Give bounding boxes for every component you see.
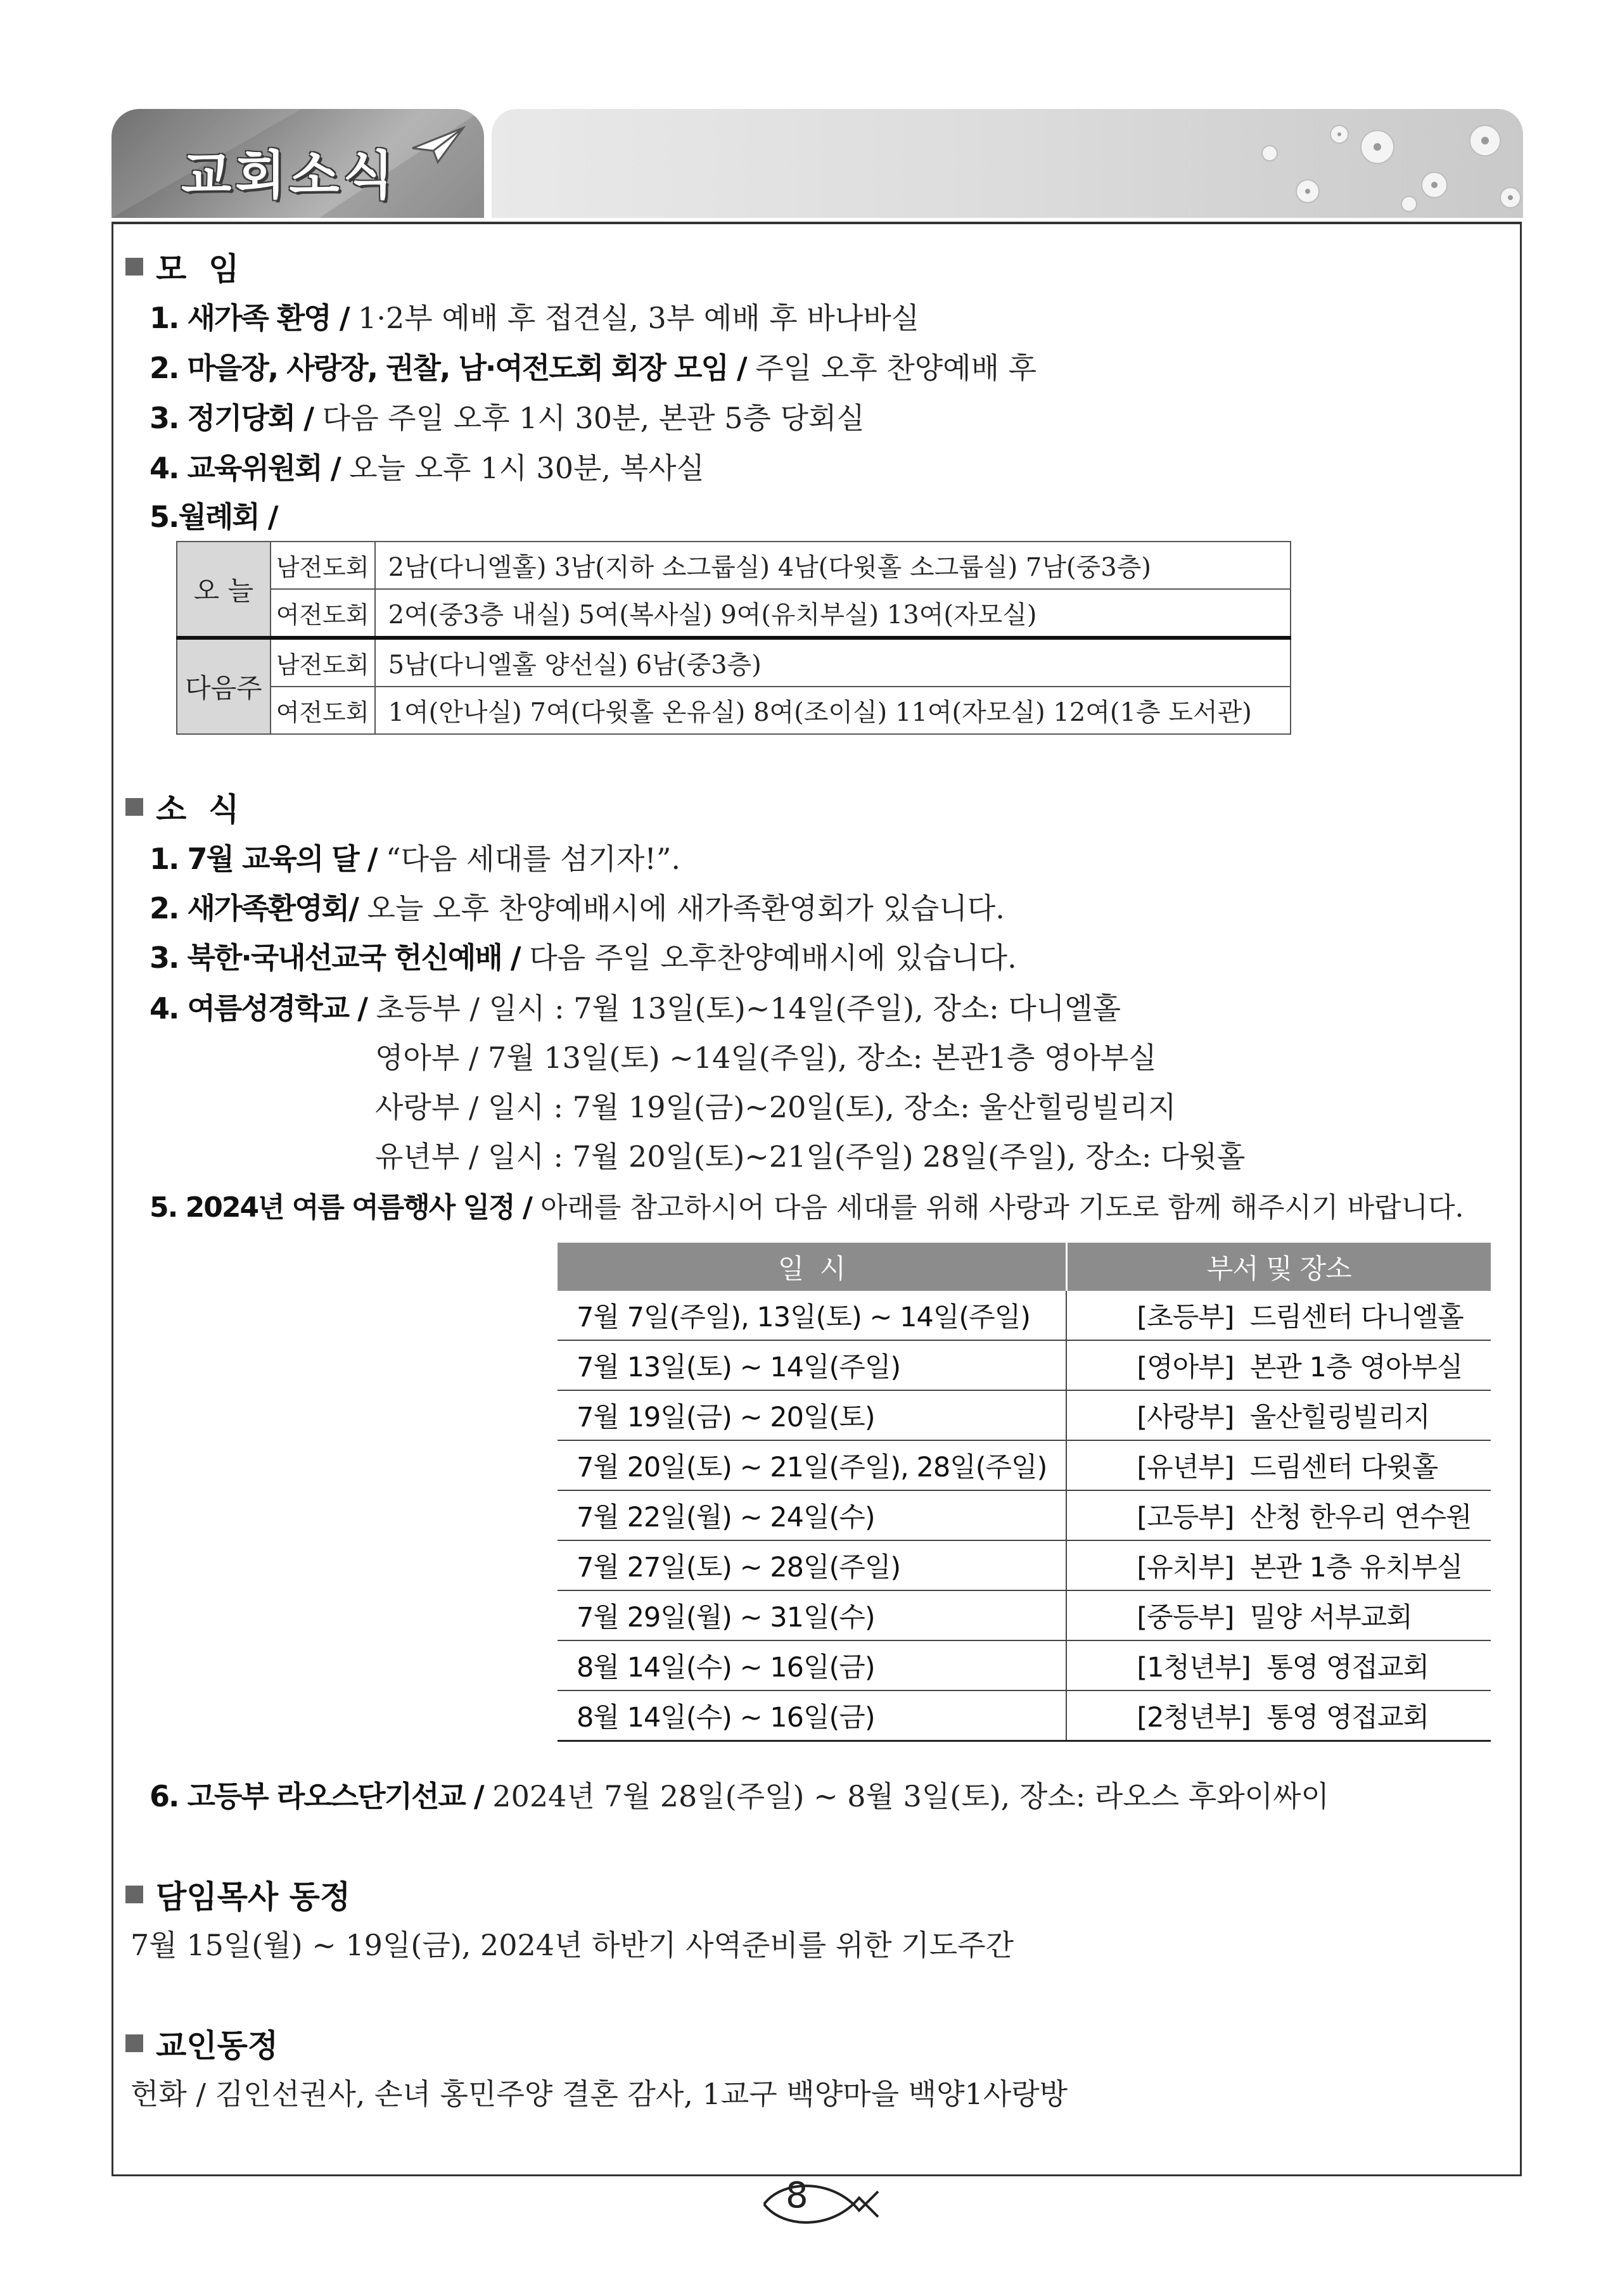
table-row [177,542,1291,589]
monthly-meeting-table [176,541,1291,735]
table-row [558,1440,1491,1490]
meeting-item: 3. 정기당회 / 다음 주일 오후 1시 30분, 본관 5층 당회실 [150,401,865,435]
square-bullet-icon [125,798,143,816]
meeting-item: 1. 새가족 환영 / 1·2부 예배 후 접견실, 3부 예배 후 바나바실 [150,301,920,335]
places-cell: 5남(다니엘홀 양선실) 6남(중3층) [375,638,1291,687]
table-row [558,1390,1491,1440]
place-cell: [초등부] 드림센터 다니엘홀 [1066,1291,1490,1340]
news-item: 4. 여름성경학교 / 초등부 / 일시 : 7월 13일(토)~14일(주일), 장소: 다니엘홀 [150,991,1121,1025]
places-cell: 2여(중3층 내실) 5여(복사실) 9여(유치부실) 13여(자모실) [375,589,1291,638]
page-title: 교회소식 [181,146,397,206]
column-header-place: 부서 및 장소 [1066,1243,1490,1291]
summer-schedule-table [558,1243,1491,1742]
date-cell: 7월 19일(금) ~ 20일(토) [558,1390,1066,1440]
place-cell: [유년부] 드림센터 다윗홀 [1066,1440,1490,1490]
news-item: 6. 고등부 라오스단기선교 / 2024년 7월 28일(주일) ~ 8월 3일(토), 장소: 라오스 후와이싸이 [150,1779,1329,1813]
place-cell: [고등부] 산청 한우리 연수원 [1066,1490,1490,1540]
table-row [177,687,1291,734]
vbs-detail-line: 영아부 / 7월 13일(토) ~14일(주일), 장소: 본관1층 영아부실 [375,1041,1157,1075]
members-news-text: 헌화 / 김인선권사, 손녀 홍민주양 결혼 감사, 1교구 백양마을 백양1사랑방 [131,2077,1068,2111]
places-cell: 1여(안나실) 7여(다윗홀 온유실) 8여(조이실) 11여(자모실) 12여(1층 도서관) [375,687,1291,734]
table-row [558,1340,1491,1390]
pastor-schedule-text: 7월 15일(월) ~ 19일(금), 2024년 하반기 사역준비를 위한 기도주간 [131,1928,1014,1962]
date-cell: 7월 13일(토) ~ 14일(주일) [558,1340,1066,1390]
table-header-row [558,1243,1491,1291]
news-item: 1. 7월 교육의 달 / “다음 세대를 섬기자!”. [150,842,681,876]
table-row [558,1590,1491,1640]
header-title-banner [112,109,484,218]
group-cell: 여전도회 [271,589,375,638]
pastor-heading: 담임목사 동정 [125,1872,350,1917]
table-row [558,1640,1491,1690]
period-cell: 다음주 [177,638,271,734]
news-item: 3. 북한·국내선교국 헌신예배 / 다음 주일 오후찬양예배시에 있습니다. [150,941,1017,975]
places-cell: 2남(다니엘홀) 3남(지하 소그룹실) 4남(다윗홀 소그룹실) 7남(중3층) [375,542,1291,589]
page-number-badge [758,2172,884,2236]
date-cell: 8월 14일(수) ~ 16일(금) [558,1640,1066,1690]
table-row [558,1291,1491,1340]
period-cell: 오 늘 [177,542,271,638]
news-item: 2. 새가족환영회/ 오늘 오후 찬양예배시에 새가족환영회가 있습니다. [150,891,1005,925]
table-row [558,1540,1491,1590]
news-item: 5. 2024년 여름 여름행사 일정 / 아래를 참고하시어 다음 세대를 위해 사랑과 기도로 함께 해주시기 바랍니다. [150,1191,1464,1224]
date-cell: 7월 22일(월) ~ 24일(수) [558,1490,1066,1540]
place-cell: [중등부] 밀양 서부교회 [1066,1590,1490,1640]
meetings-heading: 모 임 [125,244,239,289]
date-cell: 7월 27일(토) ~ 28일(주일) [558,1540,1066,1590]
vbs-detail-line: 사랑부 / 일시 : 7월 19일(금)~20일(토), 장소: 울산힐링빌리지 [375,1090,1177,1124]
square-bullet-icon [125,258,143,276]
table-row [177,638,1291,687]
table-row [558,1690,1491,1741]
group-cell: 여전도회 [271,687,375,734]
table-row [558,1490,1491,1540]
news-heading: 소 식 [125,784,239,830]
square-bullet-icon [125,2034,143,2052]
square-bullet-icon [125,1886,143,1903]
column-header-date: 일 시 [558,1243,1066,1291]
ichthys-fish-icon [758,2172,884,2236]
blossom-decoration-icon [1080,109,1523,218]
group-cell: 남전도회 [271,638,375,687]
members-heading: 교인동정 [125,2020,278,2066]
place-cell: [1청년부] 통영 영접교회 [1066,1640,1490,1690]
vbs-detail-line: 유년부 / 일시 : 7월 20일(토)~21일(주일) 28일(주일), 장소: 다윗홀 [375,1139,1246,1174]
paper-plane-icon [409,123,466,167]
date-cell: 7월 29일(월) ~ 31일(수) [558,1590,1066,1640]
meeting-item: 5.월례회 / [150,500,277,534]
place-cell: [사랑부] 울산힐링빌리지 [1066,1390,1490,1440]
table-row [177,589,1291,638]
date-cell: 8월 14일(수) ~ 16일(금) [558,1690,1066,1741]
place-cell: [2청년부] 통영 영접교회 [1066,1690,1490,1741]
place-cell: [유치부] 본관 1층 유치부실 [1066,1540,1490,1590]
place-cell: [영아부] 본관 1층 영아부실 [1066,1340,1490,1390]
group-cell: 남전도회 [271,542,375,589]
header-decor-banner [492,109,1523,218]
date-cell: 7월 20일(토) ~ 21일(주일), 28일(주일) [558,1440,1066,1490]
page-number: 8 [786,2175,808,2216]
meeting-item: 2. 마을장, 사랑장, 권찰, 남·여전도회 회장 모임 / 주일 오후 찬양예배 후 [150,351,1037,385]
date-cell: 7월 7일(주일), 13일(토) ~ 14일(주일) [558,1291,1066,1340]
meeting-item: 4. 교육위원회 / 오늘 오후 1시 30분, 복사실 [150,451,705,485]
